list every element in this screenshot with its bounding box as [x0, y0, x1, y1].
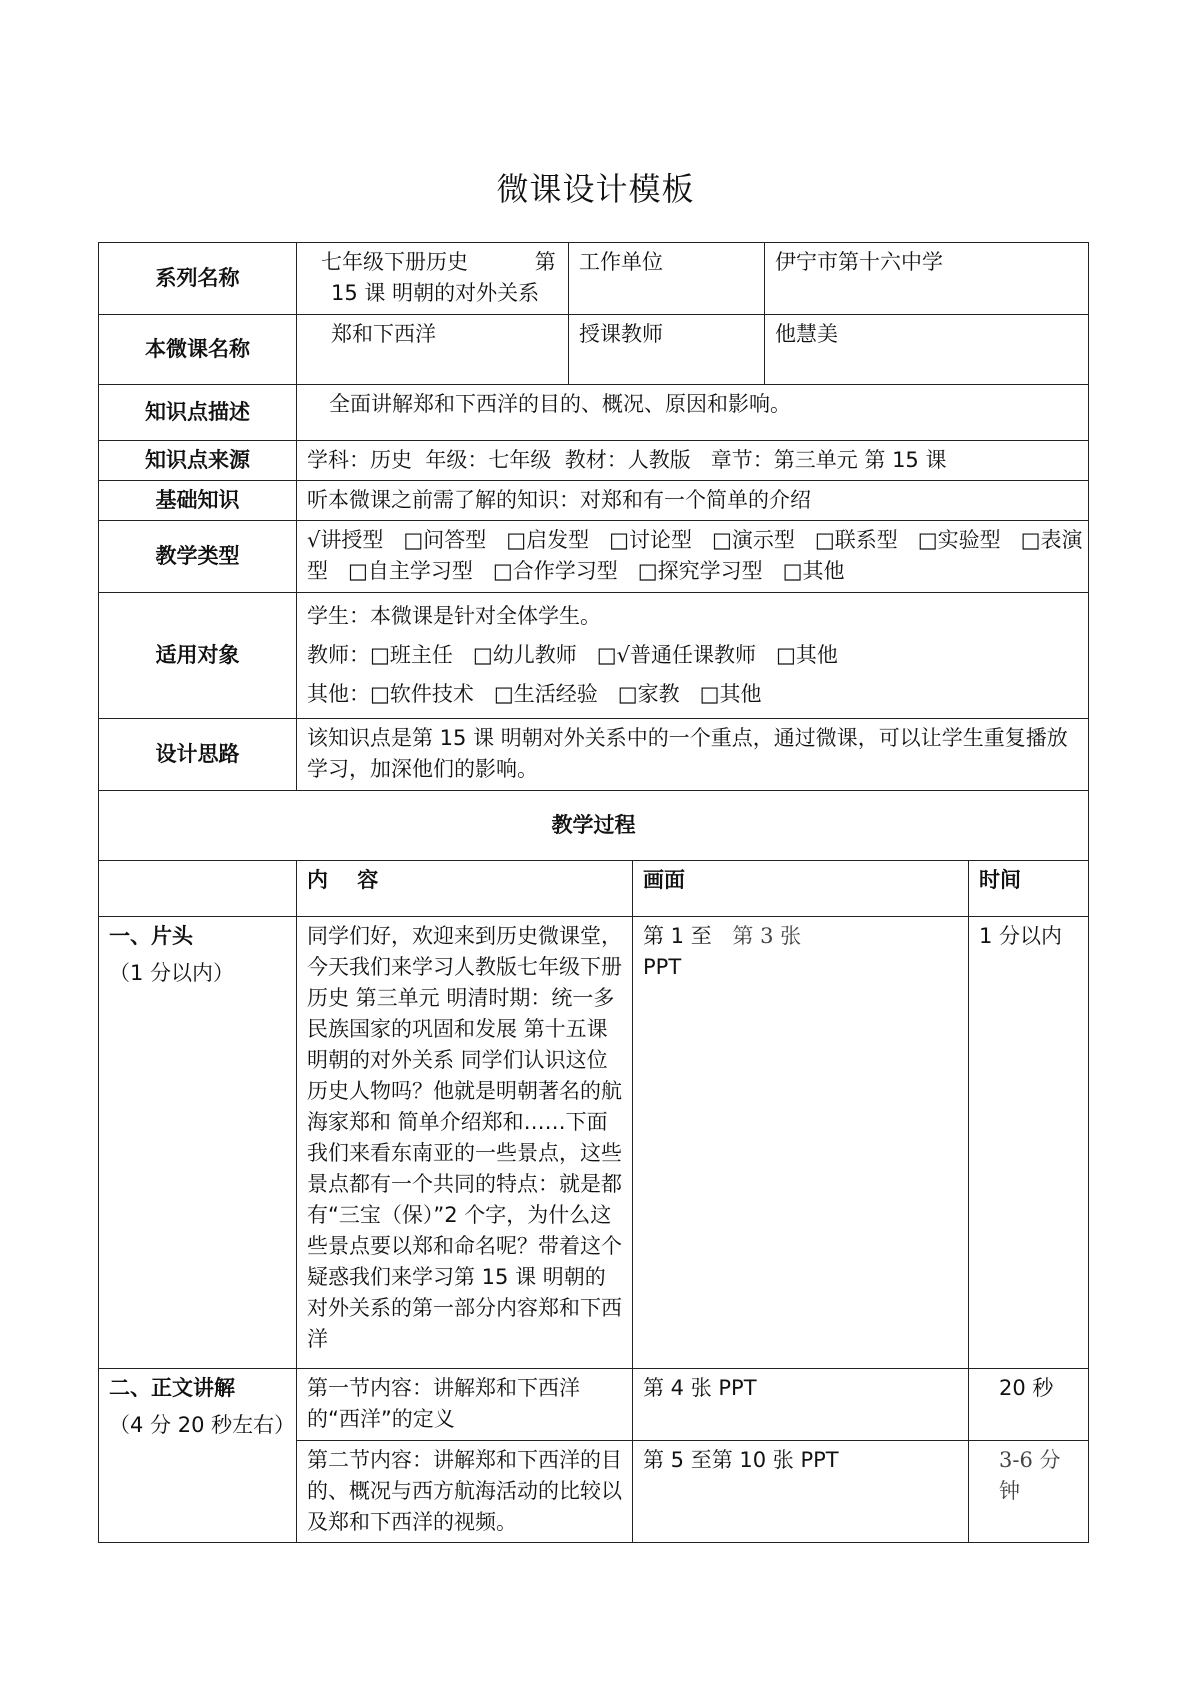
section-main-2-content: 第二节内容：讲解郑和下西洋的目的、概况与西方航海活动的比较以及郑和下西洋的视频。: [297, 1441, 633, 1543]
row-audience: [99, 593, 1089, 719]
section-opening-screen: [633, 917, 969, 1369]
label-series: 系列名称: [99, 243, 297, 315]
row-process-columns: [99, 861, 1089, 917]
section-opening-content: 同学们好，欢迎来到历史微课堂，今天我们来学习人教版七年级下册历史 第三单元 明清时期：统一多民族国家的巩固和发展 第十五课 明朝的对外关系 同学们认识这位历史人物吗？他就是明朝著名的航海家郑和 简单介绍郑和……下面我们来看东南亚的一些景点，这些景点都有一个共同的特点：就是都有“三宝（保）”2 个字，为什么这些景点要以郑和命名呢？带着这个疑惑我们来学习第 15 课 明朝的对外关系的第一部分内容郑和下西洋: [297, 917, 633, 1369]
value-series: [297, 243, 569, 315]
section-opening-title: 一、片头: [109, 924, 193, 948]
value-design: 该知识点是第 15 课 明朝对外关系中的一个重点，通过微课，可以让学生重复播放学习，加深他们的影响。: [297, 719, 1089, 791]
label-design: 设计思路: [99, 719, 297, 791]
value-work-unit: 伊宁市第十六中学: [765, 243, 1089, 315]
section-main-1-time: 20 秒: [969, 1369, 1089, 1441]
label-lesson-name: 本微课名称: [99, 315, 297, 385]
section-main-2-time: 3-6 分钟: [969, 1441, 1089, 1543]
section-main-2-screen: 第 5 至第 10 张 PPT: [633, 1441, 969, 1543]
value-basics: 听本微课之前需了解的知识：对郑和有一个简单的介绍: [297, 481, 1089, 521]
row-lesson: [99, 315, 1089, 385]
section-main-1-screen: 第 4 张 PPT: [633, 1369, 969, 1441]
section-opening-title-cell: [99, 917, 297, 1369]
section-main-sub: （4 分 20 秒左右）: [109, 1413, 296, 1437]
section-opening-screen-b: 第 3 张: [732, 924, 802, 948]
audience-students: 学生：本微课是针对全体学生。: [307, 604, 601, 628]
label-work-unit: 工作单位: [569, 243, 765, 315]
section-main-title-cell: [99, 1369, 297, 1543]
label-source: 知识点来源: [99, 441, 297, 481]
row-section-opening: [99, 917, 1089, 1369]
row-basics: [99, 481, 1089, 521]
value-series-line1: 七年级下册历史 第: [321, 250, 556, 274]
section-main-title: 二、正文讲解: [109, 1376, 235, 1400]
col-screen: 画面: [633, 861, 969, 917]
value-audience: [297, 593, 1089, 719]
label-teacher: 授课教师: [569, 315, 765, 385]
value-teaching-type: [297, 521, 1089, 593]
label-audience: 适用对象: [99, 593, 297, 719]
section-opening-screen-a: 第 1 至: [643, 924, 712, 948]
section-opening-screen-c: PPT: [643, 955, 682, 979]
audience-teachers: 教师：□班主任 □幼儿教师 □√普通任课教师 □其他: [307, 643, 838, 667]
row-design: [99, 719, 1089, 791]
course-design-table: [98, 242, 1089, 1543]
teaching-type-line2: 型 □自主学习型 □合作学习型 □探究学习型 □其他: [307, 559, 845, 583]
value-source: 学科：历史 年级：七年级 教材：人教版 章节：第三单元 第 15 课: [297, 441, 1089, 481]
label-teaching-type: 教学类型: [99, 521, 297, 593]
col-empty: [99, 861, 297, 917]
value-series-line2: 15 课 明朝的对外关系: [331, 281, 540, 305]
row-section-main-1: [99, 1369, 1089, 1441]
value-teacher: 他慧美: [765, 315, 1089, 385]
process-heading: 教学过程: [99, 791, 1089, 861]
section-opening-sub: （1 分以内）: [109, 961, 235, 985]
row-series: [99, 243, 1089, 315]
row-process-heading: [99, 791, 1089, 861]
row-description: [99, 385, 1089, 441]
row-teaching-type: [99, 521, 1089, 593]
teaching-type-line1: √讲授型 □问答型 □启发型 □讨论型 □演示型 □联系型 □实验型 □表演: [307, 528, 1083, 552]
page-title: 微课设计模板: [496, 170, 695, 208]
audience-other: 其他：□软件技术 □生活经验 □家教 □其他: [307, 682, 762, 706]
section-main-1-content: 第一节内容：讲解郑和下西洋的“西洋”的定义: [297, 1369, 633, 1441]
value-description: 全面讲解郑和下西洋的目的、概况、原因和影响。: [297, 385, 1089, 441]
col-time: 时间: [969, 861, 1089, 917]
label-description: 知识点描述: [99, 385, 297, 441]
section-opening-time: 1 分以内: [969, 917, 1089, 1369]
value-lesson-name: 郑和下西洋: [297, 315, 569, 385]
col-content: 内 容: [297, 861, 633, 917]
row-source: [99, 441, 1089, 481]
label-basics: 基础知识: [99, 481, 297, 521]
